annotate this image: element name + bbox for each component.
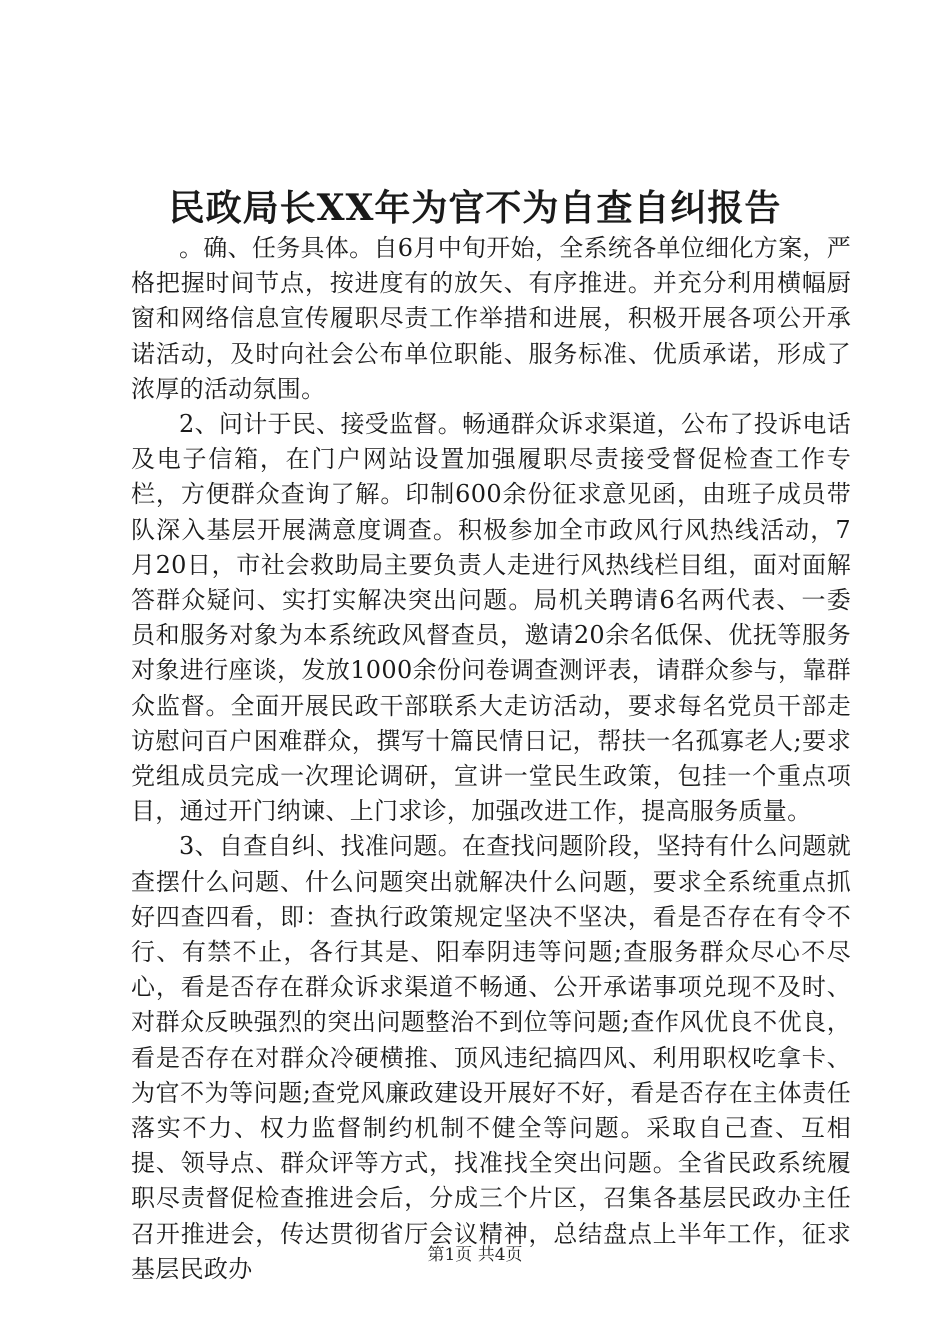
paragraph-3: 3、自查自纠、找准问题。在查找问题阶段，坚持有什么问题就查摆什么问题、什么问题突出就解决什么问题，要求全系统重点抓好四查四看，即：查执行政策规定坚决不坚决，看是否存在有令不行、有禁不止，各行其是、阳奉阴违等问题;查服务群众尽心不尽心，看是否存在群众诉求渠道不畅通、公开承诺事项兑现不及时、对群众反映强烈的突出问题整治不到位等问题;查作风优良不优良，看是否存在对群众冷硬横推、顶风违纪搞四风、利用职权吃拿卡、为官不为等问题;查党风廉政建设开展好不好，看是否存在主体责任落实不力、权力监督制约机制不健全等问题。采取自己查、互相提、领导点、群众评等方式，找准找全突出问题。全省民政系统履职尽责督促检查推进会后，分成三个片区，召集各基层民政办主任召开推进会，传达贯彻省厅会议精神，总结盘点上半年工作，征求基层民政办 xyxy=(131,832,851,1283)
paragraph-1: 。确、任务具体。自6月中旬开始，全系统各单位细化方案，严格把握时间节点，按进度有的放矢、有序推进。并充分利用横幅厨窗和网络信息宣传履职尽责工作举措和进展，积极开展各项公开承诺活动，及时向社会公布单位职能、服务标准、优质承诺，形成了浓厚的活动氛围。 xyxy=(131,234,851,403)
page-footer: 第1页 共4页 xyxy=(427,1245,523,1265)
paragraph-2: 2、问计于民、接受监督。畅通群众诉求渠道，公布了投诉电话及电子信箱，在门户网站设置加强履职尽责接受督促检查工作专栏，方便群众查询了解。印制600余份征求意见函，由班子成员带队深入基层开展满意度调查。积极参加全市政风行风热线活动，7月20日，市社会救助局主要负责人走进行风热线栏目组，面对面解答群众疑问、实打实解决突出问题。局机关聘请6名两代表、一委员和服务对象为本系统政风督查员，邀请20余名低保、优抚等服务对象进行座谈，发放1000余份问卷调查测评表，请群众参与，靠群众监督。全面开展民政干部联系大走访活动，要求每名党员干部走访慰问百户困难群众，撰写十篇民情日记，帮扶一名孤寡老人;要求党组成员完成一次理论调研，宣讲一堂民生政策，包挂一个重点项目，通过开门纳谏、上门求诊，加强改进工作，提高服务质量。 xyxy=(131,410,851,826)
document-body xyxy=(131,231,851,1287)
document-title: 民政局长XX年为官不为自查自纠报告 xyxy=(168,187,782,229)
